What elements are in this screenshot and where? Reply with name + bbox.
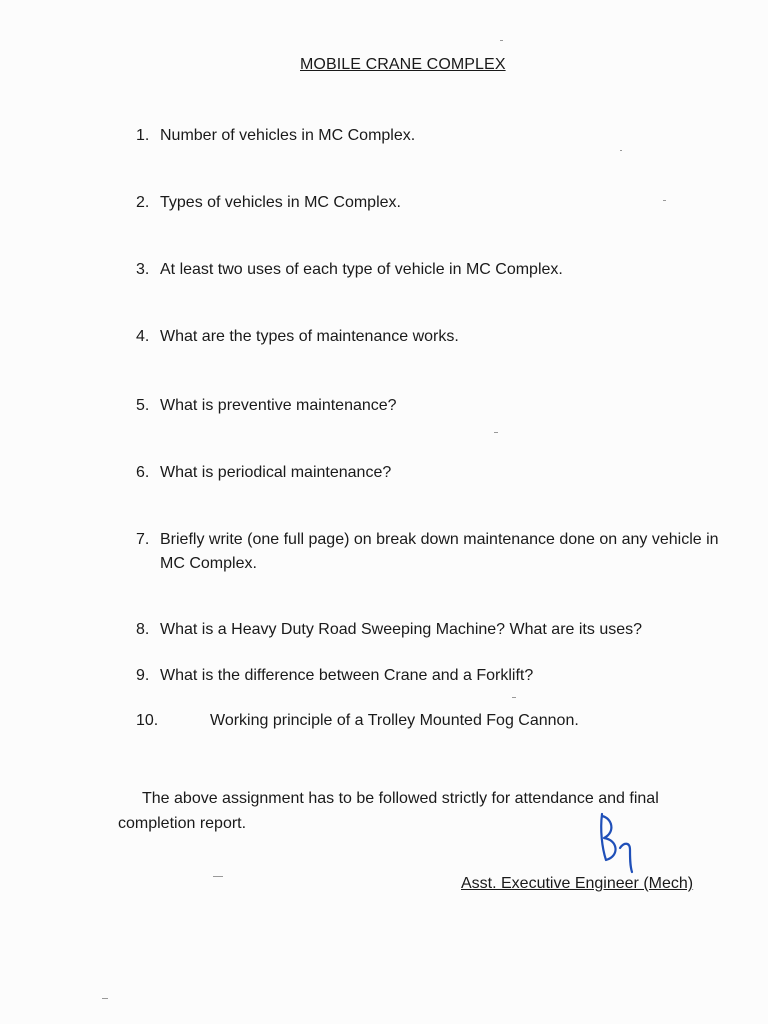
question-number: 3. [136,261,150,278]
question-text: What is the difference between Crane and a Forklift? [160,667,534,684]
question-text: Working principle of a Trolley Mounted Fog Cannon. [210,712,579,729]
scan-speck [512,697,516,698]
question-item [136,528,720,576]
question-text: What are the types of maintenance works. [160,328,459,345]
document-title: MOBILE CRANE COMPLEX [300,56,506,73]
question-text: What is preventive maintenance? [160,397,397,414]
question-text: At least two uses of each type of vehicle in MC Complex. [160,261,563,278]
question-item [136,709,579,733]
question-number: 1. [136,127,150,144]
signoff-title: Asst. Executive Engineer (Mech) [461,875,694,892]
question-number: 4. [136,328,150,345]
scan-speck [500,40,503,41]
scan-speck [663,200,666,201]
question-text: Briefly write (one full page) on break down maintenance done on any vehicle in MC Complex. [160,531,719,572]
question-text: Types of vehicles in MC Complex. [160,194,401,211]
question-text: Number of vehicles in MC Complex. [160,127,416,144]
question-text: What is a Heavy Duty Road Sweeping Machine? What are its uses? [160,621,643,638]
question-number: 8. [136,621,150,638]
question-number: 2. [136,194,150,211]
handwritten-signature [590,810,650,874]
question-item [136,461,391,485]
question-number: 10. [136,712,159,729]
question-text: What is periodical maintenance? [160,464,392,481]
question-number: 6. [136,464,150,481]
scan-speck [102,998,108,999]
question-item [136,394,397,418]
closing-paragraph-text: The above assignment has to be followed strictly for attendance and final completion report. [118,790,659,832]
question-number: 9. [136,667,150,684]
question-item [136,325,459,349]
question-item [136,258,563,282]
scan-speck [213,876,223,877]
scan-speck [620,150,622,151]
question-item [136,618,642,642]
question-number: 7. [136,531,150,548]
scan-speck [494,432,498,433]
question-item [136,664,533,688]
question-item [136,191,401,215]
question-number: 5. [136,397,150,414]
question-item [136,124,415,148]
